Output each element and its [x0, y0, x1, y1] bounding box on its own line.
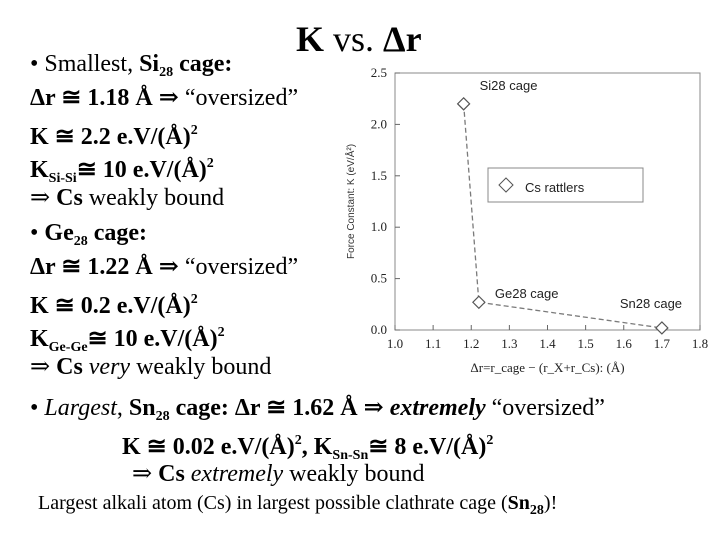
- slide-title: [296, 18, 422, 60]
- y-tick-label: 0.5: [370, 270, 387, 286]
- footer-note: Largest alkali atom (Cs) in largest possible clathrate cage $(Sn_{28})$!: [38, 492, 558, 518]
- force-constant-chart: [340, 58, 720, 380]
- si-dr-line: Δr ≅ 1.18 Å ⇒ “oversized”: [30, 85, 299, 111]
- si-heading: • Smallest, $Si_{28}$ cage:: [30, 51, 233, 80]
- data-point-label: Sn28 cage: [619, 295, 683, 311]
- x-axis-label: Δr=r_cage − (r_X+r_Cs): (Å): [470, 360, 625, 375]
- x-tick-label: 1.3: [501, 336, 518, 351]
- si-kb-line: $K_{Si-Si}≅$ 10 e.V/(Å)$^2$: [30, 156, 214, 186]
- x-tick-label: 1.6: [615, 336, 632, 351]
- title-dr: Δr: [383, 19, 422, 59]
- y-tick-label: 1.5: [370, 167, 387, 183]
- title-vs: vs.: [333, 19, 375, 59]
- ge-k-line: K ≅ 0.2 e.V/(Å)$^2$: [30, 292, 198, 319]
- x-tick-label: 1.7: [653, 336, 670, 351]
- sn-conclusion: ⇒ Cs extremely weakly bound: [132, 461, 425, 487]
- x-tick-label: 1.1: [425, 336, 442, 351]
- ge-dr-line: Δr ≅ 1.22 Å ⇒ “oversized”: [30, 254, 299, 280]
- sn-heading: • Largest, $Sn_{28}$ cage: Δr ≅ 1.62 Å ⇒ extremely “oversized”: [30, 395, 605, 424]
- title-k: K: [296, 19, 325, 59]
- x-tick-label: 1.2: [463, 336, 480, 351]
- si-k-line: K ≅ 2.2 e.V/(Å)$^2$: [30, 123, 198, 150]
- x-tick-label: 1.8: [691, 336, 709, 351]
- ge-heading: • $Ge_{28}$ cage:: [30, 220, 148, 249]
- data-point-label: Ge28 cage: [494, 286, 559, 302]
- x-tick-label: 1.5: [577, 336, 594, 351]
- y-tick-label: 0.0: [370, 322, 387, 337]
- x-tick-label: 1.4: [539, 336, 556, 351]
- legend-label: Cs rattlers: [525, 180, 585, 195]
- x-tick-label: 1.0: [386, 336, 404, 351]
- y-tick-label: 2.0: [370, 116, 387, 132]
- data-point-label: Si28 cage: [479, 77, 538, 93]
- sn-k-line: K ≅ 0.02 e.V/(Å)$^2$, $K_{Sn-Sn}≅$ 8 e.V/(Å)$^2$: [122, 433, 494, 463]
- ge-kb-line: $K_{Ge-Ge}≅$ 10 e.V/(Å)$^2$: [30, 325, 225, 355]
- y-axis-label: Force Constant: K (eV/Å²): [346, 143, 357, 260]
- y-tick-label: 1.0: [370, 219, 387, 235]
- y-tick-label: 2.5: [370, 65, 387, 80]
- ge-conclusion: ⇒ Cs very weakly bound: [30, 354, 272, 380]
- si-conclusion: ⇒ Cs weakly bound: [30, 185, 225, 211]
